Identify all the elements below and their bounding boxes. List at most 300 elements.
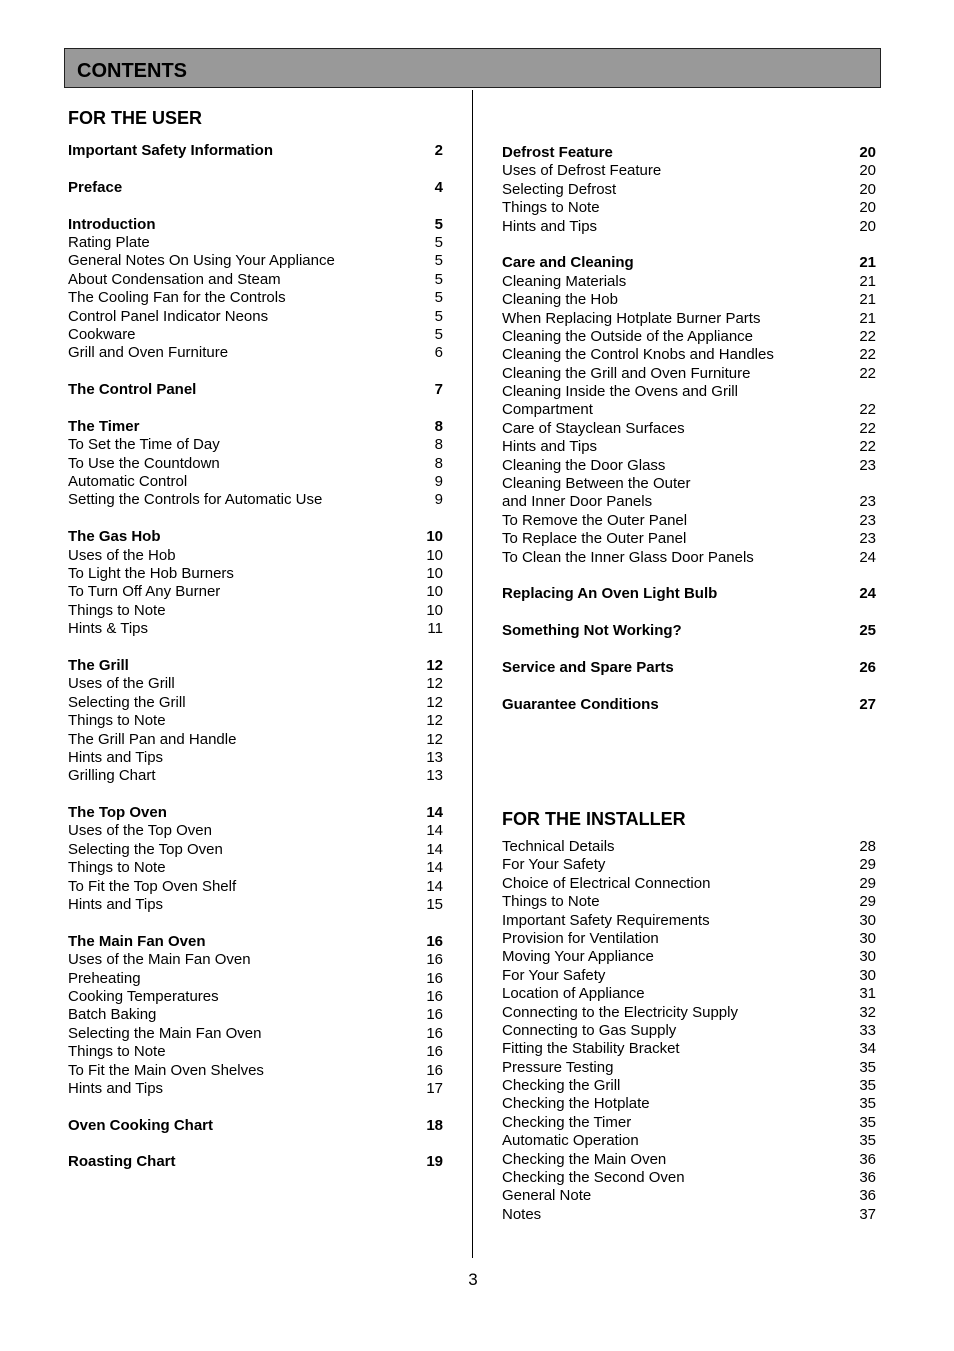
entry-title: General Note [502, 1187, 592, 1205]
contents-entry [502, 1059, 876, 1077]
entry-page-number: 19 [426, 1153, 443, 1171]
contents-entry [502, 383, 876, 401]
entry-page-number: 29 [859, 893, 876, 911]
contents-entry [502, 1095, 876, 1113]
contents-entry [502, 181, 876, 199]
page-title: CONTENTS [77, 60, 187, 82]
entry-page-number: 14 [426, 877, 443, 895]
contents-entry [68, 1006, 443, 1024]
contents-entry [502, 875, 876, 893]
entry-title: Automatic Operation [502, 1132, 639, 1150]
entry-title: The Cooling Fan for the Controls [68, 289, 286, 307]
entry-title: To Remove the Outer Panel [502, 511, 688, 529]
entry-title: Something Not Working? [502, 622, 682, 640]
contents-entry [502, 893, 876, 911]
contents-heading-entry [68, 142, 443, 160]
entry-page-number: 36 [859, 1169, 876, 1187]
contents-entry [502, 1040, 876, 1058]
contents-entry [502, 438, 876, 456]
entry-title: Notes [502, 1205, 542, 1223]
contents-entry [68, 841, 443, 859]
entry-page-number: 31 [859, 985, 876, 1003]
entry-page-number: 17 [426, 1079, 443, 1097]
entry-title: The Grill Pan and Handle [68, 730, 237, 748]
contents-entry [502, 930, 876, 948]
entry-title: To Use the Countdown [68, 454, 220, 472]
entry-title: The Grill [68, 656, 129, 674]
group-spacer [68, 786, 443, 804]
entry-title: Important Safety Information [68, 142, 274, 159]
entry-title: Things to Note [502, 199, 600, 217]
entry-page-number: 22 [859, 438, 876, 456]
entry-page-number: 9 [434, 491, 443, 509]
group-spacer [68, 399, 443, 417]
contents-entry [502, 199, 876, 217]
entry-page-number: 33 [859, 1021, 876, 1039]
entry-title: For Your Safety [502, 856, 606, 874]
entry-title: Things to Note [502, 893, 600, 911]
entry-page-number: 16 [426, 951, 443, 969]
entry-title: Choice of Electrical Connection [502, 874, 711, 892]
contents-entry [502, 1004, 876, 1022]
entry-page-number: 20 [859, 217, 876, 235]
contents-entry [68, 675, 443, 693]
contents-entry [68, 344, 443, 362]
entry-page-number: 16 [426, 987, 443, 1005]
entry-title: Connecting to Gas Supply [502, 1021, 677, 1039]
entry-title: Roasting Chart [68, 1153, 176, 1171]
contents-entry [68, 694, 443, 712]
contents-entry [502, 493, 876, 511]
entry-title: Important Safety Requirements [502, 911, 710, 929]
contents-entry [502, 856, 876, 874]
entry-page-number: 16 [426, 1024, 443, 1042]
entry-title: Things to Note [68, 859, 166, 877]
section-heading-installer: FOR THE INSTALLER [502, 809, 686, 829]
entry-title: Compartment [502, 401, 593, 419]
entry-title: Uses of the Main Fan Oven [68, 951, 251, 969]
entry-title: Technical Details [502, 838, 615, 855]
entry-page-number: 35 [859, 1077, 876, 1095]
contents-entry [68, 1080, 443, 1098]
entry-page-number: 10 [426, 583, 443, 601]
contents-entry [68, 749, 443, 767]
entry-title: To Set the Time of Day [68, 436, 220, 454]
entry-title: Rating Plate [68, 233, 150, 251]
entry-title: Cookware [68, 325, 136, 343]
entry-title: The Main Fan Oven [68, 932, 206, 950]
contents-banner [64, 48, 881, 88]
entry-page-number: 29 [859, 874, 876, 892]
contents-entry [502, 549, 876, 567]
contents-heading-entry [68, 933, 443, 951]
entry-title: Guarantee Conditions [502, 695, 659, 713]
entry-page-number: 10 [426, 601, 443, 619]
contents-entry [502, 273, 876, 291]
entry-title: Selecting the Grill [68, 693, 186, 711]
entry-page-number: 13 [426, 748, 443, 766]
entry-title: Checking the Hotplate [502, 1095, 650, 1113]
contents-entry [502, 512, 876, 530]
contents-heading-entry [502, 144, 876, 162]
group-spacer [68, 363, 443, 381]
contents-entry [502, 401, 876, 419]
group-spacer [68, 1135, 443, 1153]
contents-entry [68, 970, 443, 988]
entry-title: General Notes On Using Your Appliance [68, 252, 335, 270]
entry-title: Introduction [68, 215, 156, 233]
contents-entry [68, 1062, 443, 1080]
entry-title: To Fit the Top Oven Shelf [68, 877, 237, 895]
contents-entry [68, 326, 443, 344]
entry-page-number: 12 [426, 656, 443, 674]
entry-title: Setting the Controls for Automatic Use [68, 491, 323, 509]
entry-title: To Turn Off Any Burner [68, 583, 221, 601]
contents-entry [502, 530, 876, 548]
entry-title: Defrost Feature [502, 144, 613, 161]
entry-title: Uses of the Grill [68, 675, 175, 693]
entry-title: Hints and Tips [68, 1079, 164, 1097]
contents-entry [502, 1151, 876, 1169]
contents-heading-entry [68, 804, 443, 822]
entry-page-number: 23 [859, 456, 876, 474]
entry-page-number: 12 [426, 675, 443, 693]
entry-title: Pressure Testing [502, 1058, 614, 1076]
contents-heading-entry [502, 659, 876, 677]
entry-page-number: 15 [426, 896, 443, 914]
entry-title: Selecting the Top Oven [68, 840, 223, 858]
entry-title: Replacing An Oven Light Bulb [502, 585, 718, 603]
group-spacer [502, 677, 876, 695]
entry-page-number: 20 [859, 180, 876, 198]
entry-title: Uses of the Hob [68, 546, 176, 564]
entry-page-number: 30 [859, 929, 876, 947]
contents-entry [68, 988, 443, 1006]
entry-page-number: 5 [434, 325, 443, 343]
entry-title: Hints & Tips [68, 620, 149, 638]
entry-title: Cleaning Inside the Ovens and Grill [502, 383, 738, 401]
contents-entry [68, 271, 443, 289]
contents-entry [68, 491, 443, 509]
contents-entry [68, 822, 443, 840]
entry-page-number: 8 [434, 436, 443, 454]
entry-page-number: 5 [434, 307, 443, 325]
entry-title: Grilling Chart [68, 767, 156, 785]
entry-page-number: 36 [859, 1187, 876, 1205]
contents-entry [502, 365, 876, 383]
entry-page-number: 36 [859, 1150, 876, 1168]
entry-page-number: 30 [859, 966, 876, 984]
entry-page-number: 21 [859, 291, 876, 309]
contents-entry [68, 602, 443, 620]
entry-page-number: 32 [859, 1003, 876, 1021]
entry-page-number: 4 [434, 178, 443, 196]
entry-page-number: 35 [859, 1058, 876, 1076]
entry-title: Selecting Defrost [502, 180, 617, 198]
contents-heading-entry [68, 381, 443, 399]
entry-page-number: 23 [859, 511, 876, 529]
contents-heading-entry [502, 585, 876, 603]
contents-entry [502, 1077, 876, 1095]
entry-page-number: 12 [426, 730, 443, 748]
entry-page-number: 11 [427, 620, 443, 638]
entry-title: Preface [68, 178, 123, 196]
entry-page-number: 5 [434, 289, 443, 307]
entry-page-number: 16 [426, 969, 443, 987]
contents-entry [68, 1025, 443, 1043]
entry-page-number: 5 [434, 233, 443, 251]
entry-title: Cleaning the Grill and Oven Furniture [502, 364, 751, 382]
contents-entry [502, 912, 876, 930]
contents-entry [68, 308, 443, 326]
contents-entry [68, 878, 443, 896]
contents-entry [68, 565, 443, 583]
group-spacer [68, 914, 443, 932]
contents-entry [68, 547, 443, 565]
contents-entry [68, 951, 443, 969]
contents-entry [68, 1043, 443, 1061]
contents-heading-entry [68, 528, 443, 546]
contents-entry [502, 346, 876, 364]
contents-entry [502, 1169, 876, 1187]
entry-page-number: 10 [426, 528, 443, 546]
contents-entry [502, 162, 876, 180]
entry-title: Cleaning Between the Outer [502, 475, 691, 493]
entry-page-number: 35 [859, 1132, 876, 1150]
entry-title: Cleaning the Hob [502, 291, 618, 309]
entry-title: To Clean the Inner Glass Door Panels [502, 548, 754, 566]
entry-page-number: 16 [426, 932, 443, 950]
entry-page-number: 12 [426, 712, 443, 730]
entry-title: To Replace the Outer Panel [502, 530, 687, 548]
entry-page-number: 5 [434, 215, 443, 233]
group-spacer [502, 236, 876, 254]
entry-page-number: 16 [426, 1006, 443, 1024]
group-spacer [68, 160, 443, 178]
entry-title: Control Panel Indicator Neons [68, 307, 269, 325]
contents-entry [68, 436, 443, 454]
entry-page-number: 14 [426, 822, 443, 840]
contents-entry [502, 475, 876, 493]
entry-page-number: 18 [426, 1116, 443, 1134]
entry-title: Moving Your Appliance [502, 948, 654, 966]
contents-heading-entry [68, 1117, 443, 1135]
entry-title: To Fit the Main Oven Shelves [68, 1061, 264, 1079]
column-divider [472, 90, 473, 1258]
entry-page-number: 5 [434, 270, 443, 288]
entry-title: Care of Stayclean Surfaces [502, 419, 685, 437]
entry-title: Things to Note [68, 1043, 166, 1061]
user-contents-list [68, 142, 443, 1172]
entry-page-number: 28 [859, 838, 876, 855]
entry-page-number: 22 [859, 364, 876, 382]
entry-page-number: 14 [426, 804, 443, 822]
entry-title: Preheating [68, 969, 141, 987]
contents-entry [502, 218, 876, 236]
entry-page-number: 6 [434, 344, 443, 362]
contents-entry [68, 583, 443, 601]
entry-page-number: 10 [426, 546, 443, 564]
contents-entry [68, 896, 443, 914]
entry-page-number: 10 [426, 564, 443, 582]
contents-entry [502, 291, 876, 309]
entry-title: The Control Panel [68, 381, 197, 399]
entry-page-number: 21 [859, 272, 876, 290]
group-spacer [502, 567, 876, 585]
entry-title: Checking the Timer [502, 1113, 632, 1131]
entry-page-number: 27 [859, 695, 876, 713]
entry-title: Automatic Control [68, 473, 188, 491]
entry-title: Things to Note [68, 601, 166, 619]
entry-title: Cooking Temperatures [68, 987, 219, 1005]
contents-heading-entry [502, 696, 876, 714]
section-heading-user: FOR THE USER [68, 108, 203, 128]
entry-title: Connecting to the Electricity Supply [502, 1003, 738, 1021]
entry-page-number: 23 [859, 493, 876, 511]
entry-title: Uses of the Top Oven [68, 822, 212, 840]
entry-title: About Condensation and Steam [68, 270, 281, 288]
entry-page-number: 8 [434, 454, 443, 472]
contents-entry [68, 234, 443, 252]
entry-page-number: 13 [426, 767, 443, 785]
contents-entry [502, 967, 876, 985]
entry-title: Hints and Tips [502, 217, 598, 235]
entry-page-number: 25 [859, 622, 876, 640]
contents-heading-entry [502, 254, 876, 272]
entry-page-number: 35 [859, 1113, 876, 1131]
entry-page-number: 22 [859, 327, 876, 345]
page-number: 3 [468, 1270, 478, 1289]
entry-title: Batch Baking [68, 1006, 157, 1024]
entry-title: Checking the Main Oven [502, 1150, 667, 1168]
contents-heading-entry [502, 622, 876, 640]
entry-title: and Inner Door Panels [502, 493, 653, 511]
entry-page-number: 20 [859, 162, 876, 180]
entry-title: Hints and Tips [502, 438, 598, 456]
contents-entry [68, 767, 443, 785]
entry-title: Grill and Oven Furniture [68, 344, 229, 362]
entry-title: The Timer [68, 417, 140, 435]
entry-page-number: 34 [859, 1040, 876, 1058]
entry-title: Care and Cleaning [502, 254, 634, 272]
entry-page-number: 16 [426, 1043, 443, 1061]
entry-page-number: 20 [859, 199, 876, 217]
entry-title: The Gas Hob [68, 528, 161, 546]
group-spacer [68, 197, 443, 215]
user-contents-list-continued [502, 144, 876, 714]
contents-entry [68, 731, 443, 749]
entry-title: Hints and Tips [68, 748, 164, 766]
entry-page-number: 21 [859, 309, 876, 327]
contents-entry [68, 473, 443, 491]
contents-heading-entry [68, 179, 443, 197]
entry-title: Hints and Tips [68, 896, 164, 914]
contents-entry [68, 455, 443, 473]
entry-title: Things to Note [68, 712, 166, 730]
entry-page-number: 2 [434, 142, 443, 159]
contents-entry [68, 859, 443, 877]
contents-entry [502, 1187, 876, 1205]
contents-entry [68, 252, 443, 270]
entry-page-number: 22 [859, 401, 876, 419]
entry-page-number: 29 [859, 856, 876, 874]
entry-page-number: 21 [859, 254, 876, 272]
entry-page-number: 24 [859, 585, 876, 603]
entry-title: To Light the Hob Burners [68, 564, 234, 582]
entry-title: Location of Appliance [502, 985, 645, 1003]
contents-entry [502, 1114, 876, 1132]
contents-heading-entry [68, 418, 443, 436]
contents-heading-entry [68, 1153, 443, 1171]
contents-entry [502, 838, 876, 856]
installer-contents-list [502, 838, 876, 1224]
entry-page-number: 22 [859, 346, 876, 364]
entry-page-number: 30 [859, 948, 876, 966]
entry-page-number: 24 [859, 548, 876, 566]
entry-page-number: 9 [434, 473, 443, 491]
entry-title: Cleaning Materials [502, 272, 627, 290]
entry-page-number: 14 [426, 840, 443, 858]
contents-entry [502, 1132, 876, 1150]
entry-page-number: 22 [859, 419, 876, 437]
contents-entry [502, 457, 876, 475]
entry-title: Cleaning the Control Knobs and Handles [502, 346, 774, 364]
entry-page-number: 5 [434, 252, 443, 270]
contents-heading-entry [68, 216, 443, 234]
entry-page-number: 7 [434, 381, 443, 399]
entry-title: Provision for Ventilation [502, 929, 659, 947]
entry-title: Checking the Second Oven [502, 1169, 685, 1187]
entry-page-number: 35 [859, 1095, 876, 1113]
contents-entry [68, 712, 443, 730]
entry-title: Cleaning the Outside of the Appliance [502, 327, 754, 345]
contents-entry [68, 620, 443, 638]
group-spacer [502, 641, 876, 659]
group-spacer [68, 1098, 443, 1116]
contents-entry [502, 1206, 876, 1224]
entry-title: Cleaning the Door Glass [502, 456, 666, 474]
entry-page-number: 26 [859, 658, 876, 676]
entry-page-number: 8 [434, 417, 443, 435]
entry-page-number: 20 [859, 144, 876, 161]
entry-page-number: 12 [426, 693, 443, 711]
group-spacer [502, 604, 876, 622]
entry-title: When Replacing Hotplate Burner Parts [502, 309, 761, 327]
entry-title: Fitting the Stability Bracket [502, 1040, 680, 1058]
contents-entry [502, 310, 876, 328]
entry-title: Service and Spare Parts [502, 658, 674, 676]
entry-title: Uses of Defrost Feature [502, 162, 662, 180]
entry-page-number: 23 [859, 530, 876, 548]
entry-title: Selecting the Main Fan Oven [68, 1024, 262, 1042]
contents-entry [502, 1022, 876, 1040]
contents-entry [502, 328, 876, 346]
entry-page-number: 30 [859, 911, 876, 929]
contents-entry [502, 948, 876, 966]
contents-entry [502, 420, 876, 438]
entry-title: The Top Oven [68, 804, 167, 822]
group-spacer [68, 639, 443, 657]
entry-page-number: 16 [426, 1061, 443, 1079]
contents-entry [68, 289, 443, 307]
entry-page-number: 14 [426, 859, 443, 877]
contents-heading-entry [68, 657, 443, 675]
entry-page-number: 37 [859, 1205, 876, 1223]
entry-title: For Your Safety [502, 966, 606, 984]
entry-title: Checking the Grill [502, 1077, 621, 1095]
group-spacer [68, 510, 443, 528]
entry-title: Oven Cooking Chart [68, 1116, 214, 1134]
